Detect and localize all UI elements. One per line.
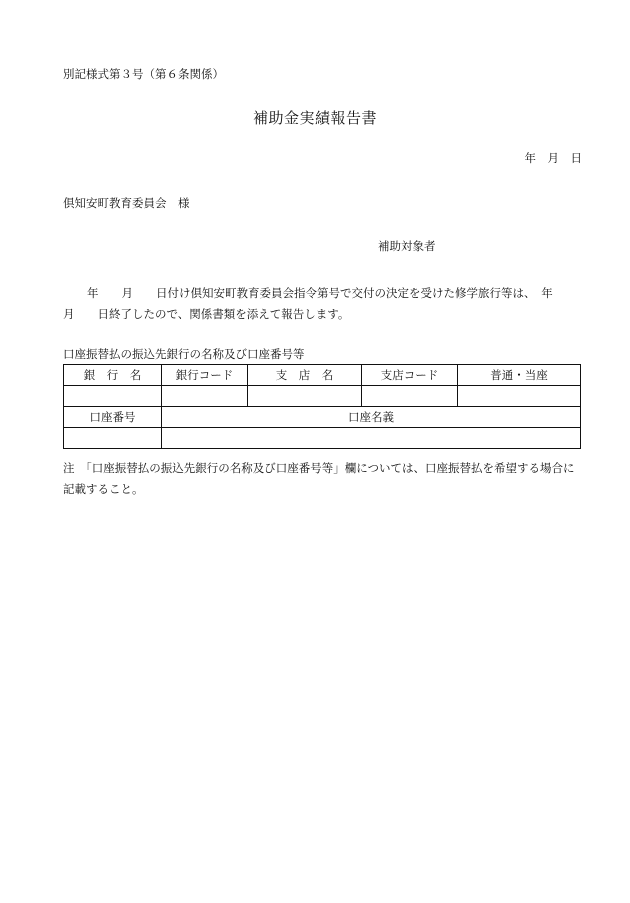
date-line: 年 月 日 [524,151,582,165]
account-type-cell [458,386,581,407]
addressee: 倶知安町教育委員会 様 [63,196,190,210]
footnote: 注 「口座振替払の振込先銀行の名称及び口座番号等」欄については、口座振替払を希望する場合に記載すること。 [63,461,575,496]
table-row [64,428,581,449]
recipient-label: 補助対象者 [378,239,436,253]
table-row [64,386,581,407]
table-caption: 口座振替払の振込先銀行の名称及び口座番号等 [63,347,305,361]
form-id: 別記様式第３号（第６条関係） [63,67,224,81]
report-body-text: 年 月 日付け倶知安町教育委員会指令第号で交付の決定を受けた修学旅行等は、 年 月 日終了したので、関係書類を添えて報告します。 [63,286,576,321]
branch-code-cell [362,386,458,407]
header-branch-code: 支店コード [362,365,458,386]
report-body [63,283,583,325]
header-account-holder: 口座名義 [162,407,581,428]
branch-name-cell [248,386,362,407]
account-holder-cell [162,428,581,449]
table-row [64,407,581,428]
header-branch-name: 支 店 名 [248,365,362,386]
document-title: 補助金実績報告書 [252,109,377,127]
header-bank-name: 銀 行 名 [64,365,162,386]
header-account-type: 普通・当座 [458,365,581,386]
table-row [64,365,581,386]
account-number-cell [64,428,162,449]
header-account-number: 口座番号 [64,407,162,428]
bank-code-cell [162,386,248,407]
header-bank-code: 銀行コード [162,365,248,386]
bank-name-cell [64,386,162,407]
bank-account-table [63,364,581,449]
